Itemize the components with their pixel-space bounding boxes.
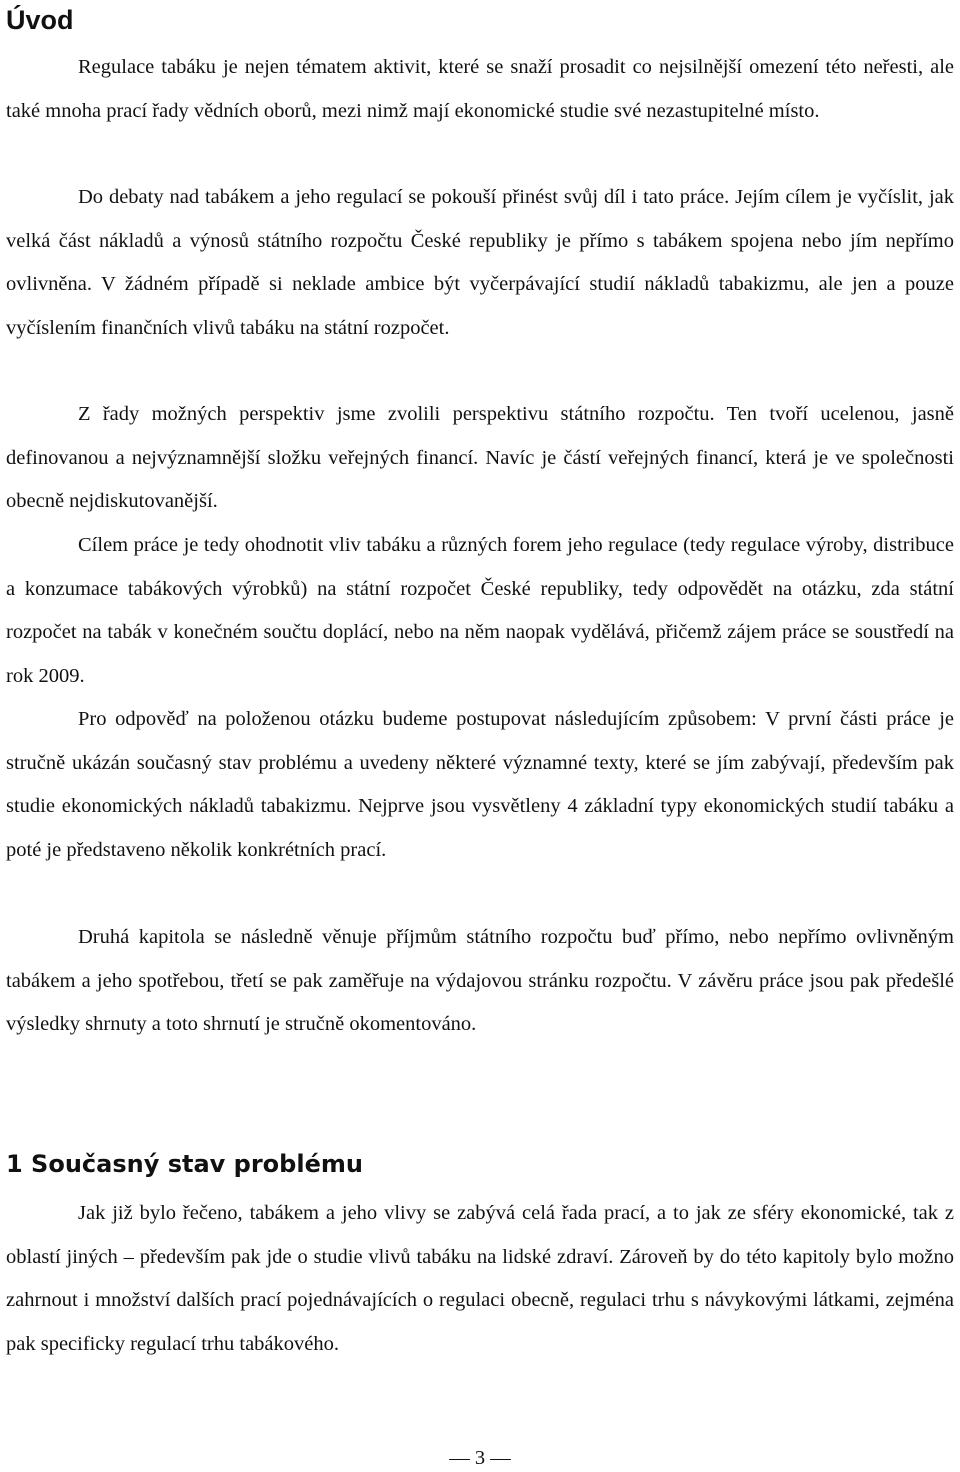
- intro-paragraph-2: Do debaty nad tabákem a jeho regulací se pokouší přinést svůj díl i tato práce. Jejím cílem je vyčíslit, jak velká část nákladů a výnosů státního rozpočtu České republiky je přímo s tabákem spojena nebo jím nepřímo ovlivněna. V žádném případě si neklade ambice být vyčerpávající studií nákladů tabakizmu, ale jen a pouze vyčíslením finančních vlivů tabáku na státní rozpočet.: [6, 186, 954, 339]
- intro-paragraph-6: Druhá kapitola se následně věnuje příjmům státního rozpočtu buď přímo, nebo nepřímo ovlivněným tabákem a jeho spotřebou, třetí se pak zaměřuje na výdajovou stránku rozpočtu. V závěru práce jsou pak předešlé výsledky shrnuty a toto shrnutí je stručně okomentováno.: [6, 926, 954, 1035]
- page-number: — 3 —: [449, 1447, 511, 1469]
- intro-paragraph-1: Regulace tabáku je nejen tématem aktivit, které se snaží prosadit co nejsilnější omezení této neřesti, ale také mnoha prací řady vědních oborů, mezi nimž mají ekonomické studie své nezastupitelné místo.: [6, 56, 954, 122]
- intro-paragraph-5: Pro odpověď na položenou otázku budeme postupovat následujícím způsobem: V první části práce je stručně ukázán současný stav problému a uvedeny některé významné texty, které se jím zabývají, především pak studie ekonomických nákladů tabakizmu. Nejprve jsou vysvětleny 4 základní typy ekonomických studií tabáku a poté je představeno několik konkrétních prací.: [6, 708, 954, 861]
- intro-paragraph-4: Cílem práce je tedy ohodnotit vliv tabáku a různých forem jeho regulace (tedy regulace výroby, distribuce a konzumace tabákových výrobků) na státní rozpočet České republiky, tedy odpovědět na otázku, zda státní rozpočet na tabák v konečném součtu doplácí, nebo na něm naopak vydělává, přičemž zájem práce se soustředí na rok 2009.: [6, 534, 954, 687]
- intro-paragraph-3: Z řady možných perspektiv jsme zvolili perspektivu státního rozpočtu. Ten tvoří ucelenou, jasně definovanou a nejvýznamnější složku veřejných financí. Navíc je částí veřejných financí, která je ve společnosti obecně nejdiskutovanější.: [6, 403, 954, 512]
- section-1-heading: 1 Současný stav problému: [6, 1150, 363, 1178]
- section-1-paragraph-1: Jak již bylo řečeno, tabákem a jeho vlivy se zabývá celá řada prací, a to jak ze sféry ekonomické, tak z oblastí jiných – především pak jde o studie vlivů tabáku na lidské zdraví. Zároveň by do této kapitoly bylo možno zahrnout i množství dalších prací pojednávajících o regulaci obecně, regulaci trhu s návykovými látkami, zejména pak specificky regulací trhu tabákového.: [6, 1202, 954, 1355]
- intro-heading: Úvod: [6, 5, 74, 35]
